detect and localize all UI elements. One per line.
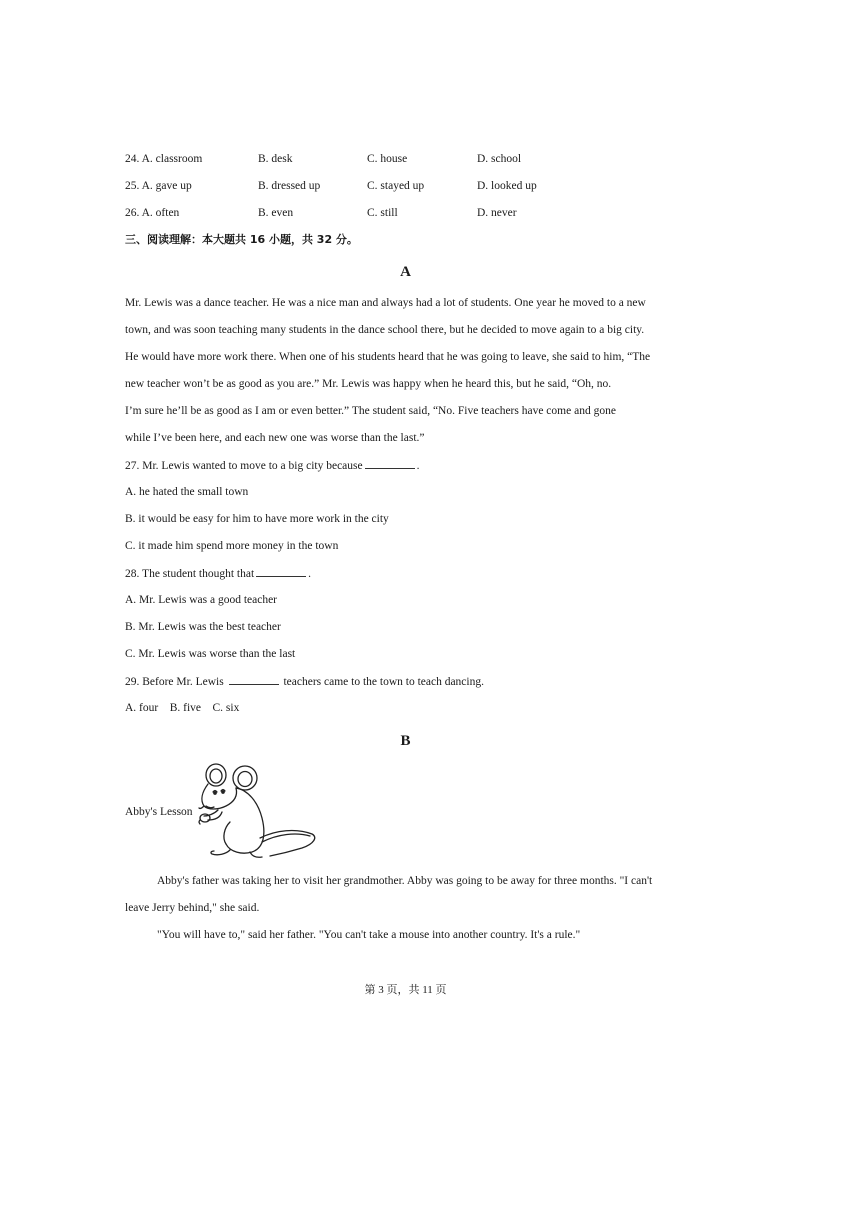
passage-a-line: new teacher won’t be as good as you are.” Mr. Lewis was happy when he heard this, but he said, “Oh, no.: [125, 378, 612, 390]
question-28: [125, 566, 311, 581]
q26-option-b: B. even: [258, 207, 294, 219]
option-row-25: [125, 179, 192, 193]
q29-options: A. four B. five C. six: [125, 702, 240, 714]
passage-a-heading: A: [400, 264, 411, 280]
question-28-stem: 28. The student thought that: [125, 568, 255, 580]
passage-b-line: "You will have to," said her father. "You can't take a mouse into another country. It's a rule.": [157, 929, 581, 941]
passage-a-line: I’m sure he’ll be as good as I am or even better.” The student said, “No. Five teachers have come and gone: [125, 405, 616, 417]
q28-option: A. Mr. Lewis was a good teacher: [125, 594, 278, 606]
answer-blank: [256, 566, 306, 577]
answer-blank: [229, 674, 279, 685]
q25-option-a: 25. A. gave up: [125, 180, 192, 192]
answer-blank: [365, 458, 415, 469]
passage-a-line: while I’ve been here, and each new one was worse than the last.”: [125, 432, 425, 444]
question-27-end: .: [416, 460, 420, 472]
mouse-illustration-icon: [196, 762, 320, 860]
passage-b-line: Abby's father was taking her to visit her grandmother. Abby was going to be away for three months. "I can't: [157, 875, 653, 887]
q24-option-d: D. school: [477, 153, 522, 165]
passage-a-line: town, and was soon teaching many students in the dance school there, but he decided to move again to a big city.: [125, 324, 645, 336]
passage-a-line: He would have more work there. When one of his students heard that he was going to leave, she said to him, “The: [125, 351, 651, 363]
q25-option-c: C. stayed up: [367, 180, 425, 192]
q28-option: B. Mr. Lewis was the best teacher: [125, 621, 281, 633]
question-28-end: .: [308, 568, 312, 580]
q27-option: A. he hated the small town: [125, 486, 249, 498]
q25-option-d: D. looked up: [477, 180, 537, 192]
section-three-title: 三、阅读理解：本大题共 16 小题，共 32 分。: [125, 233, 358, 246]
q26-option-c: C. still: [367, 207, 398, 219]
passage-b-line: leave Jerry behind," she said.: [125, 902, 260, 914]
story-caption: Abby's Lesson: [125, 806, 193, 818]
q26-option-a: 26. A. often: [125, 207, 180, 219]
question-27: [125, 458, 419, 473]
question-29: [125, 674, 484, 689]
page-footer: 第 3 页，共 11 页: [364, 984, 447, 996]
question-29-end: teachers came to the town to teach dancing.: [283, 676, 484, 688]
passage-b-heading: B: [400, 733, 411, 749]
passage-a-line: Mr. Lewis was a dance teacher. He was a nice man and always had a lot of students. One year he moved to a new: [125, 297, 646, 309]
question-29-stem: 29. Before Mr. Lewis: [125, 676, 224, 688]
q28-option: C. Mr. Lewis was worse than the last: [125, 648, 296, 660]
option-row-26: [125, 206, 179, 220]
q25-option-b: B. dressed up: [258, 180, 321, 192]
q24-option-a: 24. A. classroom: [125, 153, 203, 165]
q24-option-b: B. desk: [258, 153, 293, 165]
q26-option-d: D. never: [477, 207, 517, 219]
option-row-24: [125, 152, 202, 166]
q27-option: B. it would be easy for him to have more work in the city: [125, 513, 389, 525]
question-27-stem: 27. Mr. Lewis wanted to move to a big city because: [125, 460, 363, 472]
q24-option-c: C. house: [367, 153, 408, 165]
q27-option: C. it made him spend more money in the town: [125, 540, 339, 552]
